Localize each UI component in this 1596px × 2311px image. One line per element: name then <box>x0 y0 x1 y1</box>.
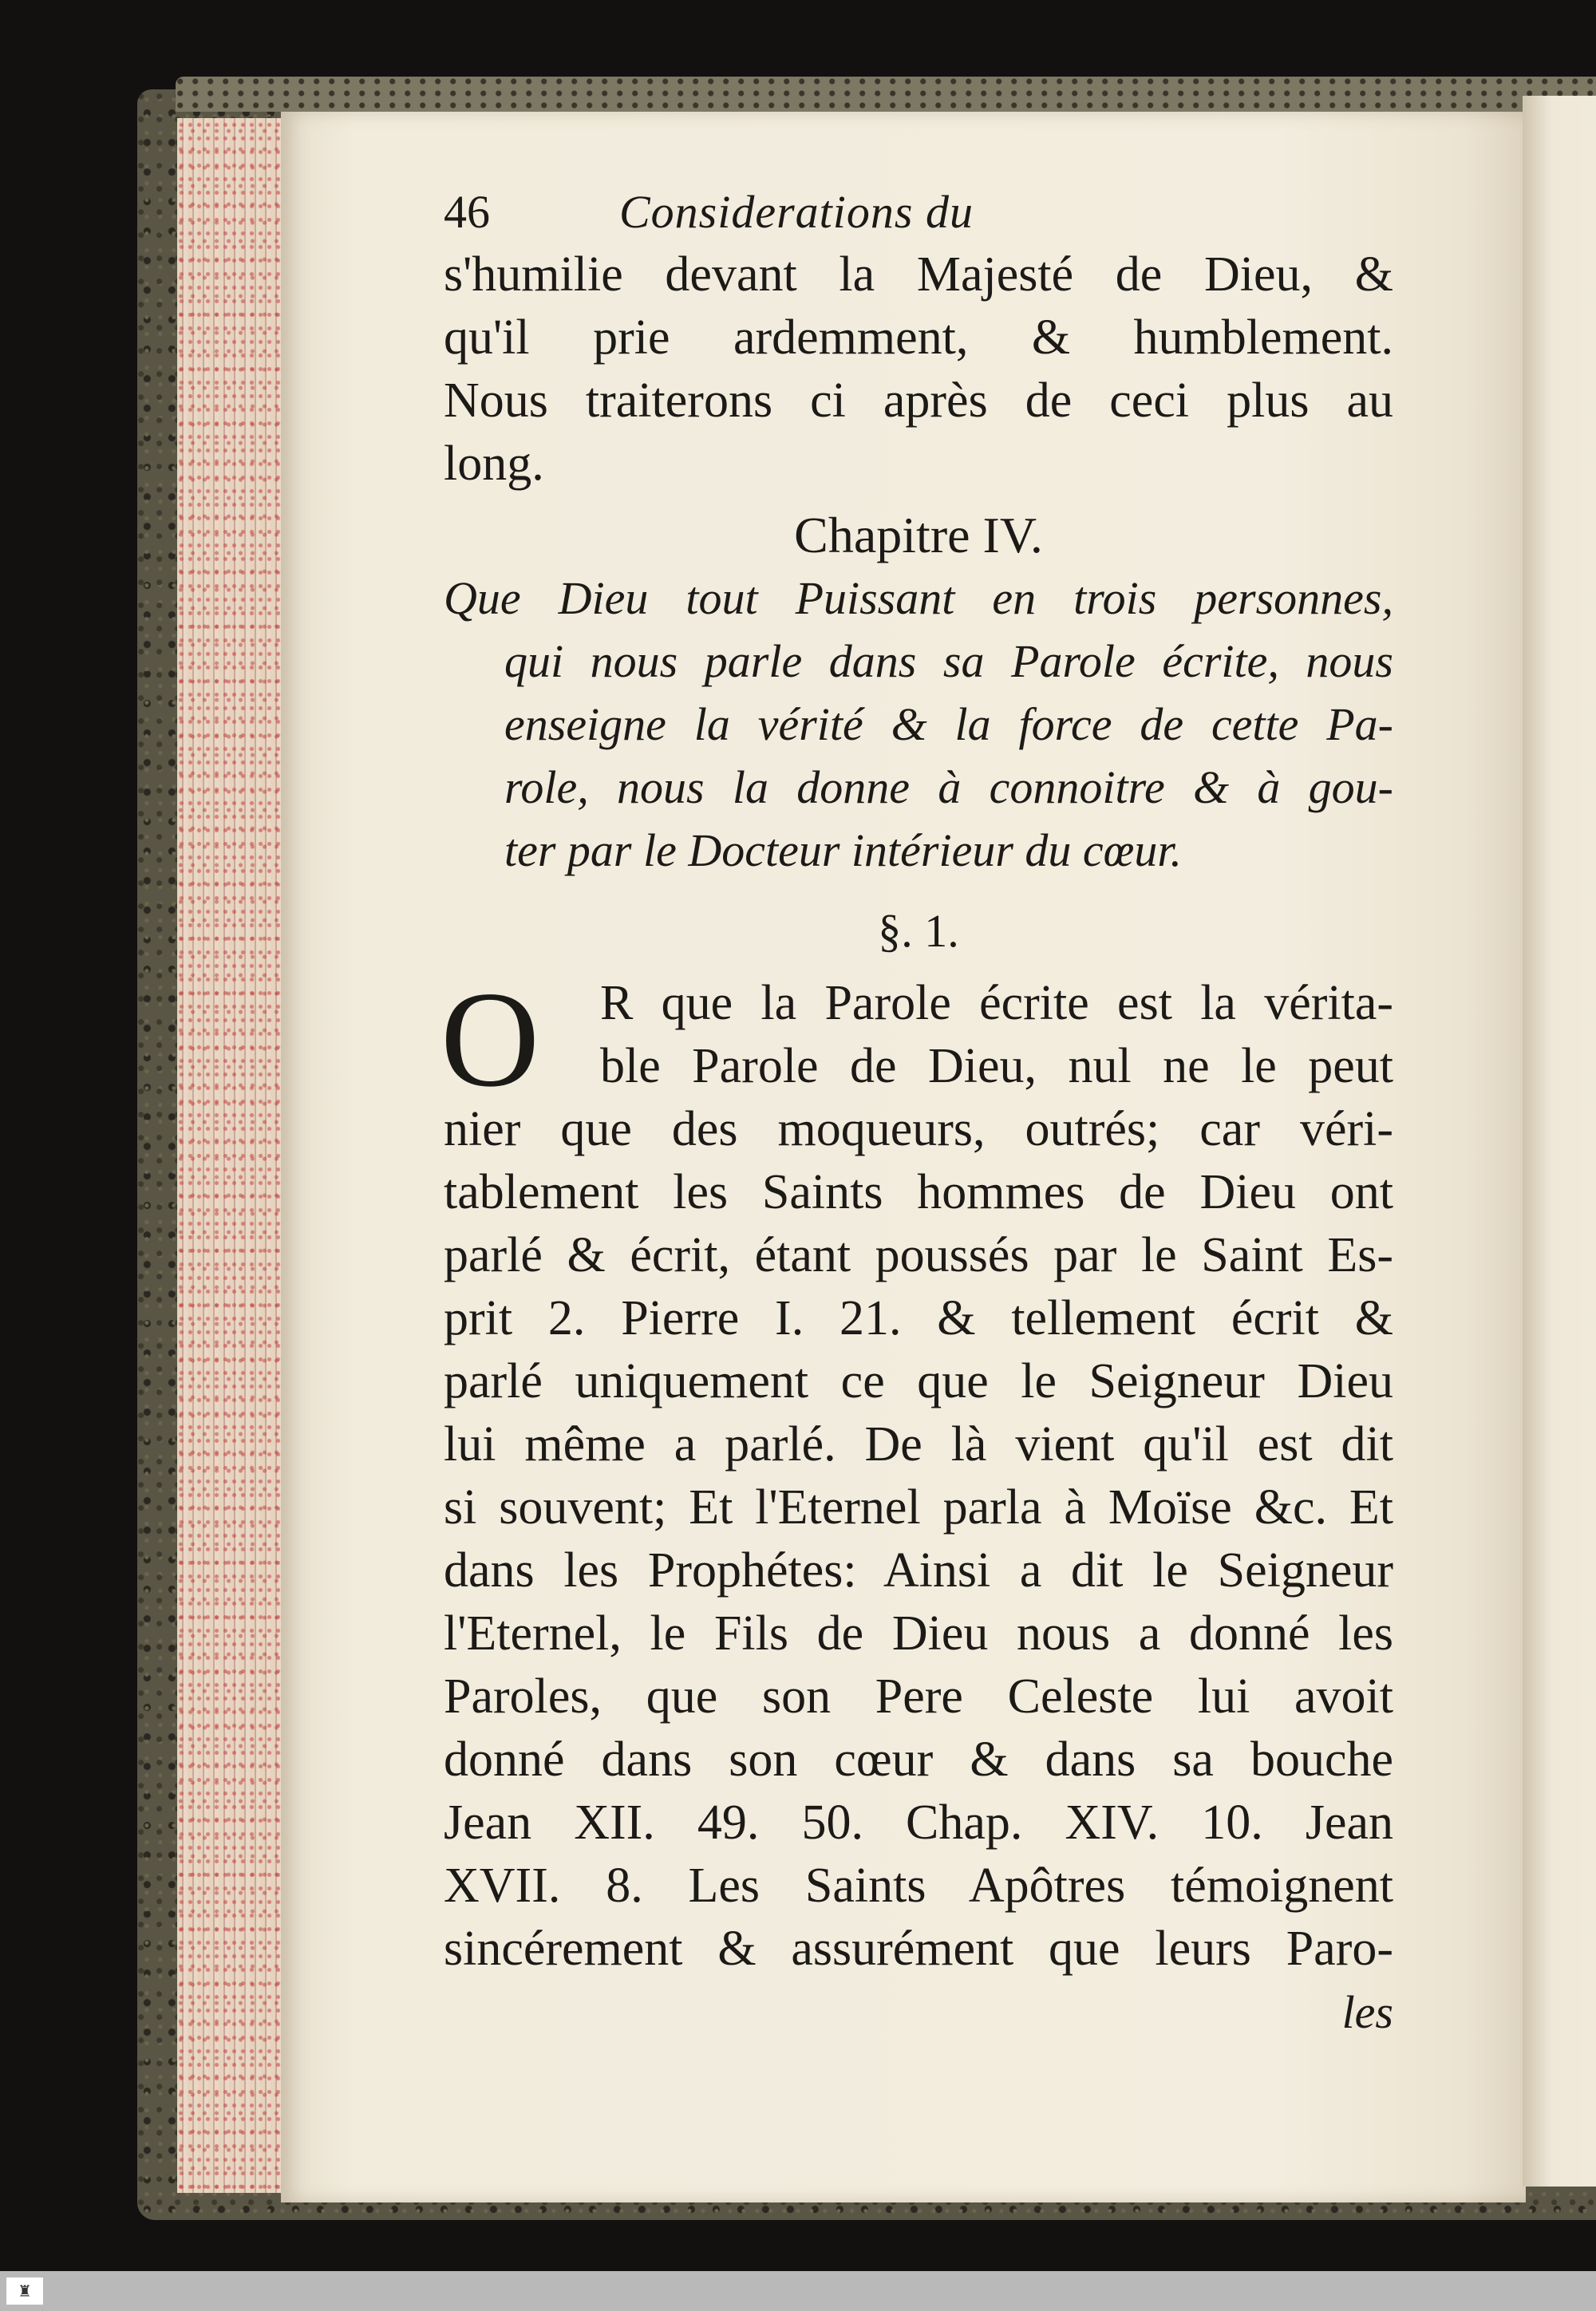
text-line: sincérement & assurément que leurs Paro- <box>444 1922 1393 1976</box>
chapter-summary <box>444 567 1393 882</box>
paragraph-opening <box>440 964 1393 1116</box>
book-top-edge <box>176 77 1596 112</box>
text-line: dans les Prophétes: Ainsi a dit le Seigneur <box>444 1543 1393 1598</box>
text-line: tablement les Saints hommes de Dieu ont <box>444 1165 1393 1219</box>
text-line: prit 2. Pierre I. 21. & tellement écrit & <box>444 1291 1393 1345</box>
text-line: Jean XII. 49. 50. Chap. XIV. 10. Jean <box>444 1795 1393 1850</box>
text-line: s'humilie devant la Majesté de Dieu, & <box>444 247 1393 302</box>
text-line: Nous traiterons ci après de ceci plus au <box>444 373 1393 428</box>
text-line: parlé uniquement ce que le Seigneur Dieu <box>444 1354 1393 1408</box>
text-line: XVII. 8. Les Saints Apôtres témoignent <box>444 1859 1393 1913</box>
running-title: Considerations du <box>619 186 974 238</box>
summary-line: qui nous parle dans sa Parole écrite, nous <box>504 635 1393 687</box>
summary-line: role, nous la donne à connoitre & à gou- <box>504 761 1393 813</box>
text-line: parlé & écrit, étant poussés par le Saint Es- <box>444 1228 1393 1282</box>
text-line: long. <box>444 437 544 491</box>
text-line: l'Eternel, le Fils de Dieu nous a donné les <box>444 1606 1393 1661</box>
summary-line: ter par le Docteur intérieur du cœur. <box>504 824 1182 876</box>
catchword: les <box>1341 1986 1393 2038</box>
page-text <box>440 180 1393 2044</box>
text-line: ble Parole de Dieu, nul ne le peut <box>600 1039 1393 1093</box>
text-line: lui même a parlé. De là vient qu'il est dit <box>444 1417 1393 1472</box>
section-mark: §. 1. <box>878 905 959 957</box>
text-line: si souvent; Et l'Eternel parla à Moïse &c. Et <box>444 1480 1393 1535</box>
summary-line: enseigne la vérité & la force de cette Pa- <box>504 698 1393 750</box>
text-line: R que la Parole écrite est la vérita- <box>600 976 1393 1030</box>
chapter-title: Chapitre IV. <box>794 507 1043 563</box>
scan-footer-bar <box>0 2271 1596 2311</box>
library-logo-icon: ♜ <box>6 2277 43 2305</box>
text-line: nier que des moqueurs, outrés; car véri- <box>444 1102 1393 1156</box>
page-block-edge <box>177 118 297 2193</box>
text-line: qu'il prie ardemment, & humblement. <box>444 310 1393 365</box>
summary-line: Que Dieu tout Puissant en trois personnes, <box>444 572 1393 624</box>
page-number: 46 <box>444 186 490 238</box>
drop-cap: O <box>440 964 540 1116</box>
facing-page-edge <box>1523 96 1596 2187</box>
text-line: donné dans son cœur & dans sa bouche <box>444 1732 1393 1787</box>
page-header <box>444 180 1393 243</box>
text-line: Paroles, que son Pere Celeste lui avoit <box>444 1669 1393 1724</box>
